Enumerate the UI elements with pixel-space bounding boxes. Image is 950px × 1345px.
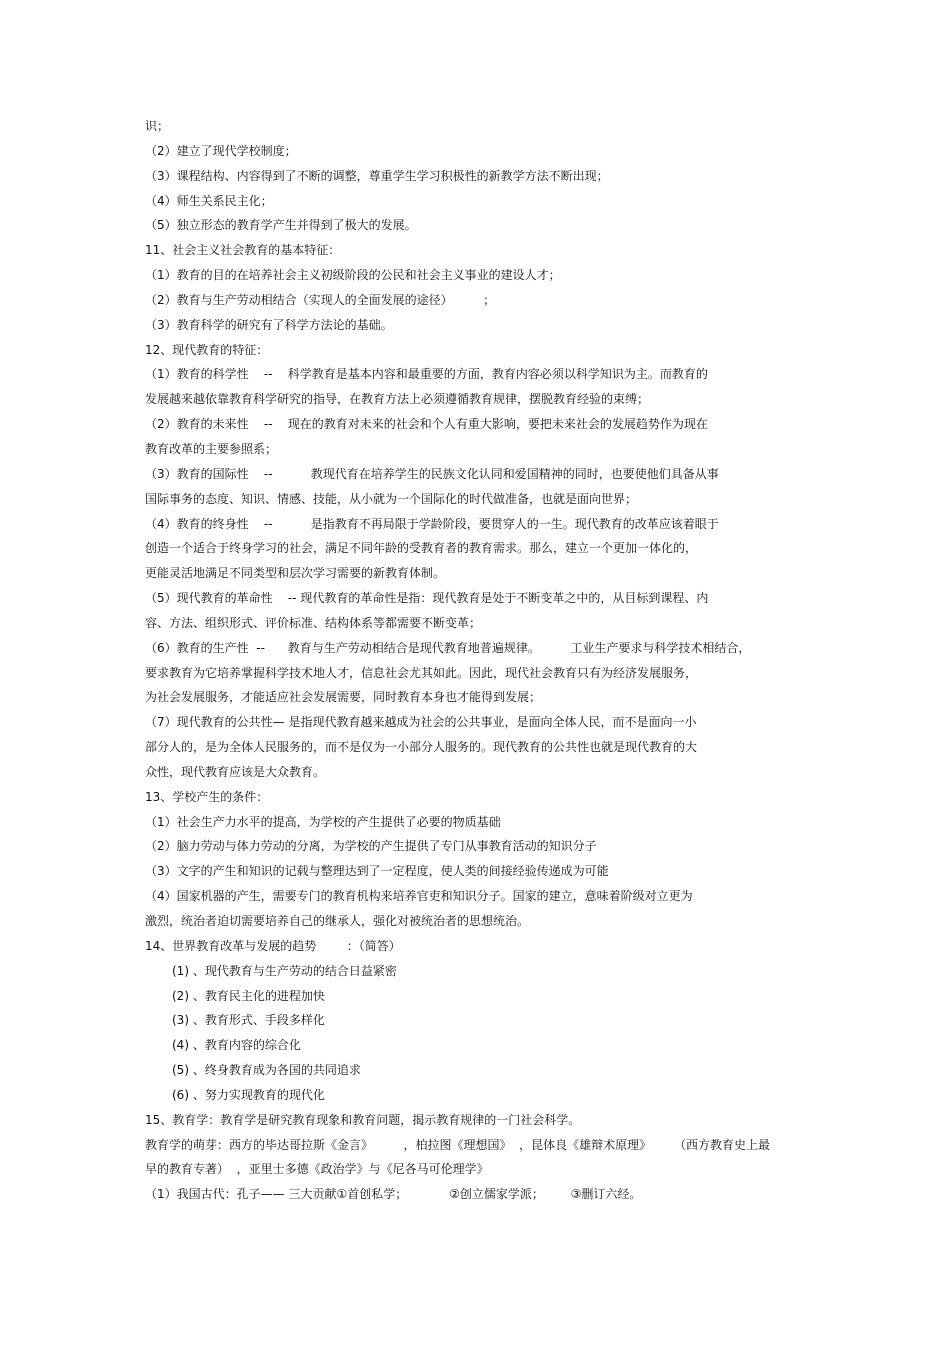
text-line: （1）教育的科学性 -- 科学教育是基本内容和最重要的方面，教育内容必须以科学知识为主。而教育的 [145,367,708,382]
text-line: 创造一个适合于终身学习的社会，满足不同年龄的受教育者的教育需求。那么，建立一个更加一体化的， [145,541,698,556]
section-heading: 12、现代教育的特征： [145,342,269,357]
section-heading: 11、社会主义社会教育的基本特征： [145,243,341,258]
list-item: (1) 、现代教育与生产劳动的结合日益紧密 [172,963,397,978]
section-heading: 15、教育学：教育学是研究教育现象和教育问题，揭示教育规律的一门社会科学。 [145,1112,581,1127]
text-line: （3）教育的国际性 -- 教现代育在培养学生的民族文化认同和爱国精神的同时，也要使他们具备从事 [145,466,719,481]
text-line: （4）教育的终身性 -- 是指教育不再局限于学龄阶段，要贯穿人的一生。现代教育的改革应该着眼于 [145,516,719,531]
text-line: 早的教育专著） ，亚里士多德《政治学》与《尼各马可伦理学》 [145,1162,489,1177]
text-line: 容、方法、组织形式、评价标准、结构体系等都需要不断变革； [145,615,482,630]
text-line: 为社会发展服务，才能适应社会发展需要，同时教育本身也才能得到发展； [145,690,542,705]
section-heading: 13、学校产生的条件： [145,789,269,804]
text-line: （2）教育与生产劳动相结合（实现人的全面发展的途径） ； [145,292,496,307]
text-line: （4）师生关系民主化； [145,193,273,208]
text-line: 识； [145,119,170,133]
list-item: (2) 、教育民主化的进程加快 [172,988,325,1003]
list-item: (3) 、教育形式、手段多样化 [172,1013,325,1028]
text-line: （1）我国古代：孔子—— 三大贡献①首创私学； ②创立儒家学派； ③删订六经。 [145,1187,642,1202]
text-line: 部分人的，是为全体人民服务的，而不是仅为一小部分人服务的。现代教育的公共性也就是现代教育的大 [145,740,698,755]
text-line: （2）脑力劳动与体力劳动的分离，为学校的产生提供了专门从事教育活动的知识分子 [145,839,597,854]
text-line: （2）建立了现代学校制度； [145,143,297,158]
text-line: （1）教育的目的在培养社会主义初级阶段的公民和社会主义事业的建设人才； [145,268,561,283]
text-line: 国际事务的态度、知识、情感、技能，从小就为一个国际化的时代做准备，也就是面向世界； [145,491,638,506]
text-line: 更能灵活地满足不同类型和层次学习需要的新教育体制。 [145,566,446,581]
list-item: (4) 、教育内容的综合化 [172,1038,301,1053]
text-line: （2）教育的未来性 -- 现在的教育对未来的社会和个人有重大影响，要把未来社会的发展趋势作为现在 [145,417,708,432]
text-line: （7）现代教育的公共性— 是指现代教育越来越成为社会的公共事业，是面向全体人民，而不是面向一小 [145,715,697,730]
text-line: （3）课程结构、内容得到了不断的调整，尊重学生学习积极性的新教学方法不断出现； [145,168,609,183]
text-line: 众性，现代教育应该是大众教育。 [145,764,326,779]
text-line: （3）教育科学的研究有了科学方法论的基础。 [145,317,393,332]
text-line: 发展越来越依靠教育科学研究的指导，在教育方法上必须遵循教育规律，摆脱教育经验的束缚； [145,392,650,407]
text-line: 教育学的萌芽：西方的毕达哥拉斯《金言》 ，柏拉图《理想国》 ，昆体良《雄辩术原理》 （西方教育史上最 [145,1137,771,1152]
text-line: （5）独立形态的教育学产生并得到了极大的发展。 [145,218,417,233]
text-line: （1）社会生产力水平的提高，为学校的产生提供了必要的物质基础 [145,814,501,829]
list-item: (5) 、终身教育成为各国的共同追求 [172,1063,361,1078]
list-item: (6) 、努力实现教育的现代化 [172,1087,325,1102]
text-line: （5）现代教育的革命性 -- 现代教育的革命性是指：现代教育是处于不断变革之中的，从目标到课程、内 [145,591,709,606]
text-line: 要求教育为它培养掌握科学技术地人才，信息社会尤其如此。因此，现代社会教育只有为经济发展服务， [145,665,698,680]
text-line: 激烈，统治者迫切需要培养自己的继承人，强化对被统治者的思想统治。 [145,914,530,928]
document-body [145,114,815,1207]
text-line: （6）教育的生产性 -- 教育与生产劳动相结合是现代教育地普遍规律。 工业生产要求与科学技术相结合， [145,640,751,655]
text-line: （3）文字的产生和知识的记载与整理达到了一定程度，使人类的间接经验传递成为可能 [145,864,609,879]
section-heading: 14、世界教育改革与发展的趋势 ：（简答） [145,938,401,953]
text-line: 教育改革的主要参照系； [145,441,278,456]
text-line: （4）国家机器的产生，需要专门的教育机构来培养官吏和知识分子。国家的建立，意味着阶级对立更为 [145,889,693,904]
